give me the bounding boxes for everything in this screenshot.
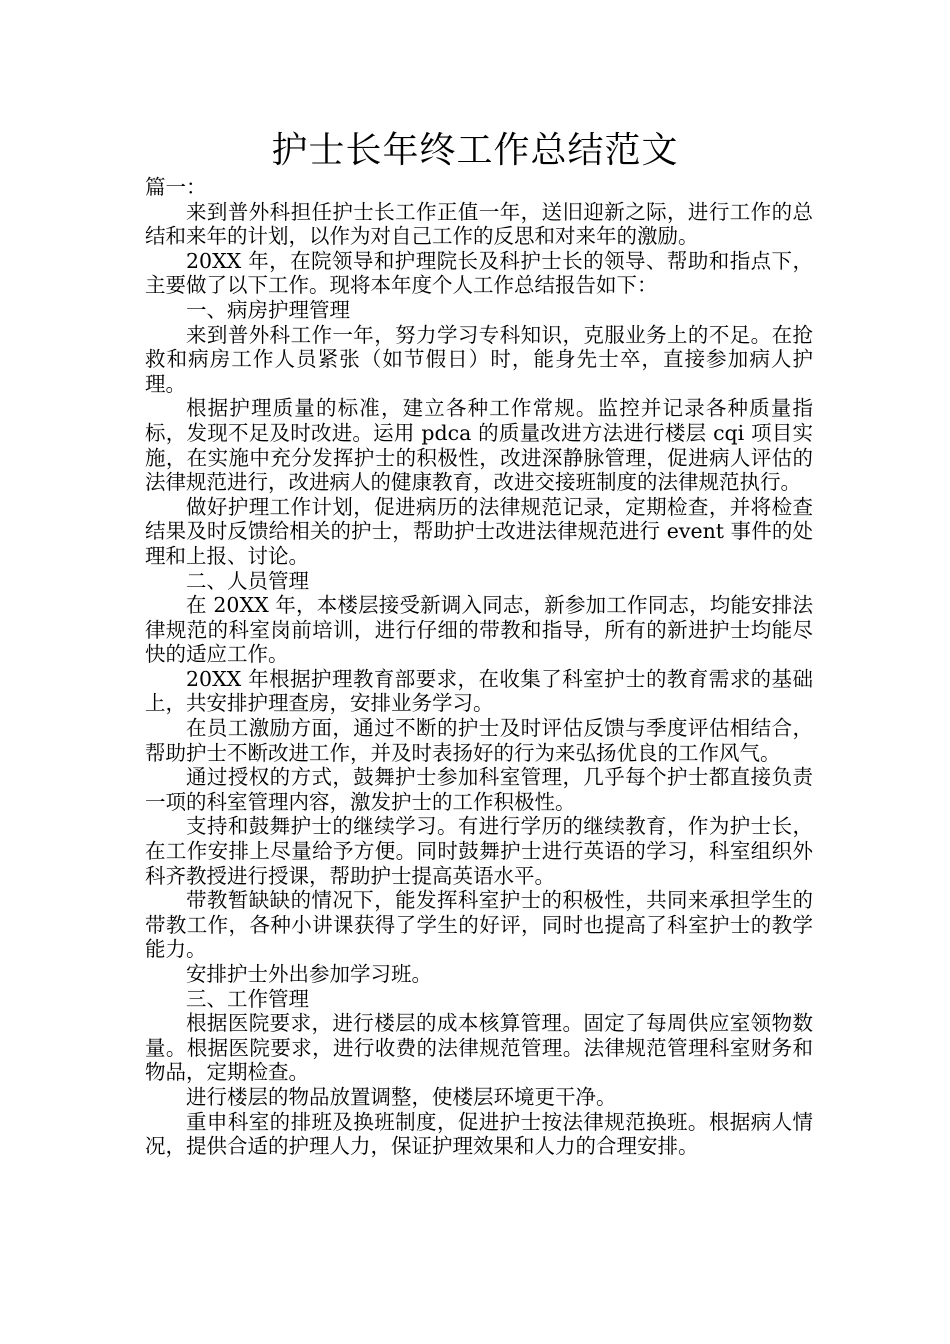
paragraph: 20XX 年，在院领导和护理院长及科护士长的领导、帮助和指点下，主要做了以下工作。现将本年度个人工作总结报告如下： — [145, 248, 813, 298]
paragraph: 20XX 年根据护理教育部要求，在收集了科室护士的教育需求的基础上，共安排护理查房，安排业务学习。 — [145, 666, 813, 716]
document-title: 护士长年终工作总结范文 — [271, 130, 679, 171]
paragraph: 支持和鼓舞护士的继续学习。有进行学历的继续教育，作为护士长，在工作安排上尽量给予方便。同时鼓舞护士进行英语的学习，科室组织外科齐教授进行授课，帮助护士提高英语水平。 — [145, 814, 813, 888]
paragraph: 安排护士外出参加学习班。 — [186, 962, 432, 986]
paragraph: 来到普外科工作一年，努力学习专科知识，克服业务上的不足。在抢救和病房工作人员紧张（如节假日）时，能身先士卒，直接参加病人护理。 — [145, 322, 813, 396]
paragraph: 三、工作管理 — [186, 986, 309, 1011]
paragraph: 在 20XX 年，本楼层接受新调入同志，新参加工作同志，均能安排法律规范的科室岗前培训，进行仔细的带教和指导，所有的新进护士均能尽快的适应工作。 — [145, 593, 813, 667]
paragraph: 来到普外科担任护士长工作正值一年，送旧迎新之际，进行工作的总结和来年的计划，以作为对自己工作的反思和对来年的激励。 — [145, 199, 813, 249]
paragraph: 重申科室的排班及换班制度，促进护士按法律规范换班。根据病人情况，提供合适的护理人力，保证护理效果和人力的合理安排。 — [145, 1109, 813, 1159]
paragraph: 篇一： — [145, 175, 207, 199]
paragraph: 根据医院要求，进行楼层的成本核算管理。固定了每周供应室领物数量。根据医院要求，进行收费的法律规范管理。法律规范管理科室财务和物品，定期检查。 — [145, 1011, 813, 1085]
paragraph: 一、病房护理管理 — [186, 297, 350, 322]
paragraph: 在员工激励方面，通过不断的护士及时评估反馈与季度评估相结合，帮助护士不断改进工作，并及时表扬好的行为来弘扬优良的工作风气。 — [145, 716, 813, 765]
document-body — [145, 175, 813, 1159]
paragraph: 做好护理工作计划，促进病历的法律规范记录，定期检查，并将检查结果及时反馈给相关的护士，帮助护士改进法律规范进行 event 事件的处理和上报、讨论。 — [145, 494, 813, 568]
paragraph: 进行楼层的物品放置调整，使楼层环境更干净。 — [186, 1084, 617, 1109]
paragraph: 二、人员管理 — [186, 568, 309, 593]
paragraph: 通过授权的方式，鼓舞护士参加科室管理，几乎每个护士都直接负责一项的科室管理内容，激发护士的工作积极性。 — [145, 765, 813, 814]
paragraph: 带教暂缺缺的情况下，能发挥科室护士的积极性，共同来承担学生的带教工作，各种小讲课获得了学生的好评，同时也提高了科室护士的教学能力。 — [145, 888, 813, 962]
paragraph: 根据护理质量的标准，建立各种工作常规。监控并记录各种质量指标，发现不足及时改进。运用 pdca 的质量改进方法进行楼层 cqi 项目实施，在实施中充分发挥护士的积极性，改进深静脉管理，促进病人评估的法律规范进行，改进病人的健康教育，改进交接班制度的法律规范执行。 — [145, 396, 813, 495]
